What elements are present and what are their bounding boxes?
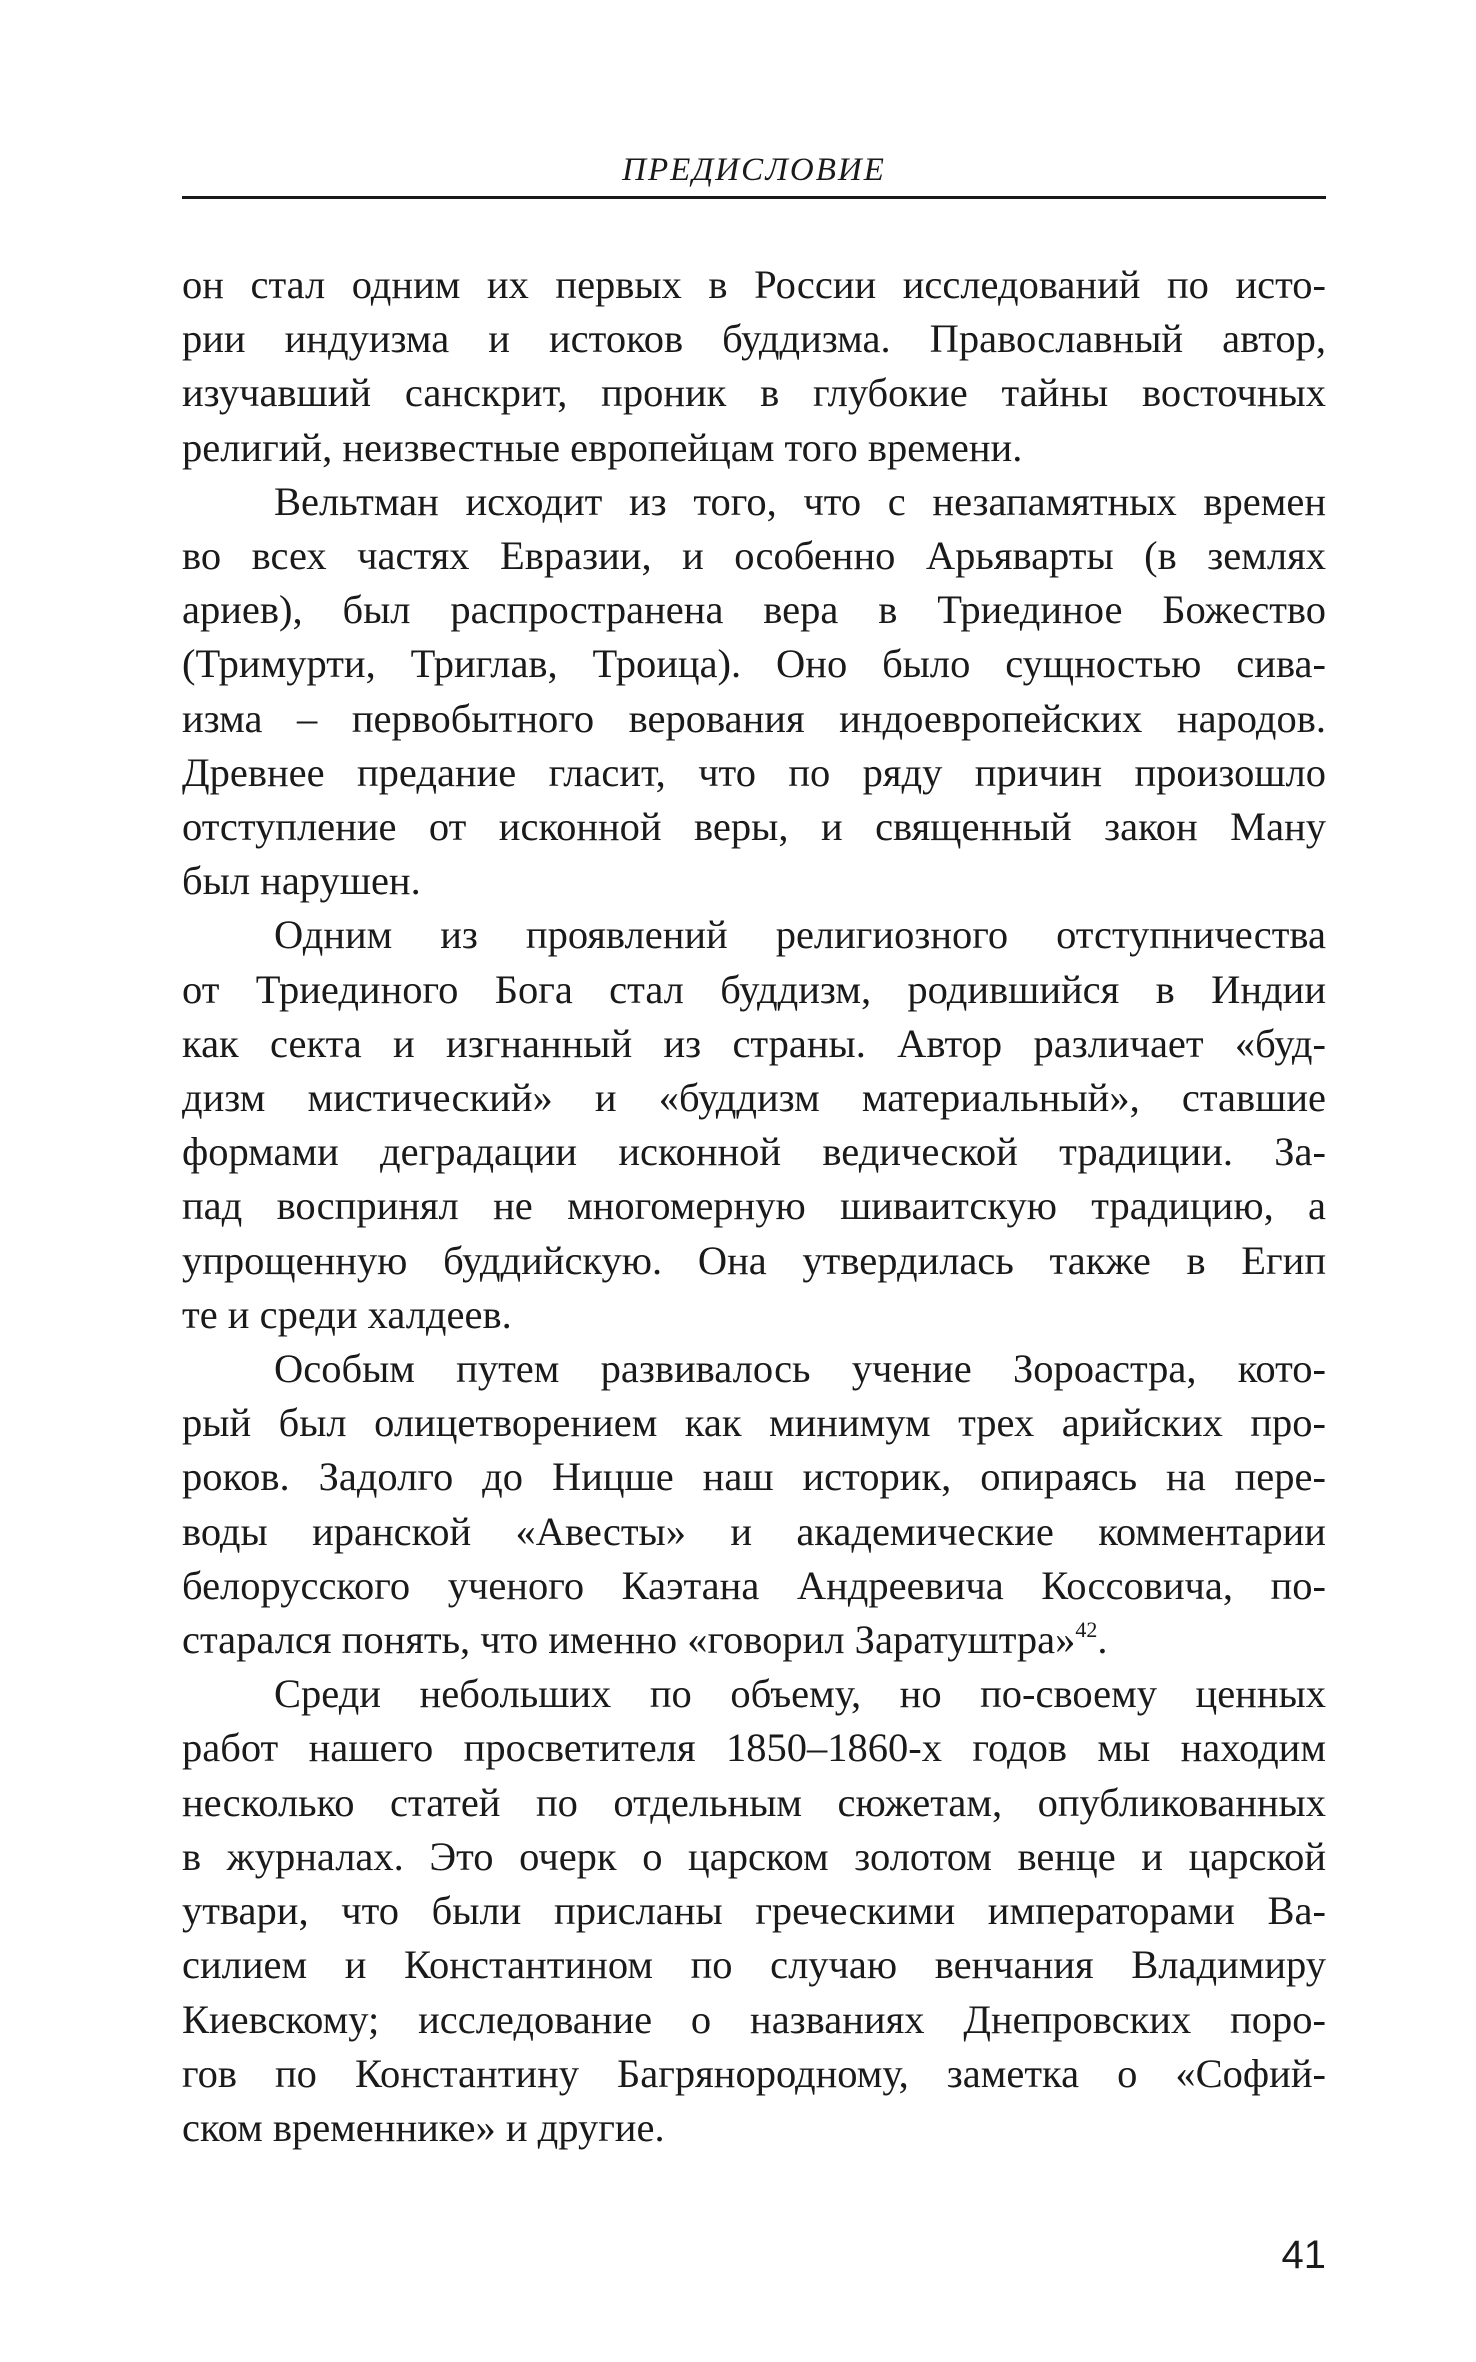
text-line-with-footnote: [182, 1613, 1326, 1667]
paragraph-3: [182, 908, 1326, 1342]
text-line: роков. Задолго до Ницше наш историк, опираясь на пере-: [182, 1454, 1326, 1500]
text-line: отступление от исконной веры, и священный закон Ману: [182, 804, 1326, 850]
running-head: ПРЕДИСЛОВИЕ: [622, 152, 886, 188]
text-line: Вельтман исходит из того, что с незапамятных времен: [274, 478, 1326, 524]
text-line: гов по Константину Багрянородному, заметка о «Софий-: [182, 2050, 1326, 2096]
text-line: старался понять, что именно «говорил Заратуштра»: [182, 1617, 1076, 1663]
text-line: ариев), был распространена вера в Триединое Божество: [182, 587, 1326, 633]
page-number: 41: [1281, 2233, 1326, 2277]
text-line: белорусского ученого Каэтана Андреевича Коссовича, по-: [182, 1562, 1326, 1608]
text-line: был нарушен.: [182, 858, 421, 904]
header-rule: [182, 196, 1326, 199]
text-line: ском временнике» и другие.: [182, 2104, 665, 2150]
text-line: Одним из проявлений религиозного отступничества: [274, 912, 1326, 958]
body-text: [182, 258, 1326, 2155]
text-line: работ нашего просветителя 1850–1860-х годов мы находим: [182, 1725, 1326, 1771]
text-line: от Триединого Бога стал буддизм, родившийся в Индии: [182, 966, 1326, 1012]
text-line: во всех частях Евразии, и особенно Арьяварты (в землях: [182, 533, 1326, 579]
text-line: Древнее предание гласит, что по ряду причин произошло: [182, 749, 1326, 795]
text-line: пад воспринял не многомерную шиваитскую традицию, а: [182, 1183, 1326, 1229]
text-line: как секта и изгнанный из страны. Автор различает «буд-: [182, 1020, 1326, 1066]
text-line: Киевскому; исследование о названиях Днепровских поро-: [182, 1996, 1326, 2042]
text-line: (Тримурти, Триглав, Троица). Оно было сущностью сива-: [182, 641, 1326, 687]
paragraph-4: [182, 1342, 1326, 1667]
line-end-punctuation: .: [1097, 1617, 1108, 1663]
text-line: несколько статей по отдельным сюжетам, опубликованных: [182, 1779, 1326, 1825]
text-line: силием и Константином по случаю венчания Владимиру: [182, 1942, 1326, 1988]
text-line: рый был олицетворением как минимум трех арийских про-: [182, 1400, 1326, 1446]
text-line: упрощенную буддийскую. Она утвердилась также в Егип: [182, 1237, 1326, 1283]
text-line: те и среди халдеев.: [182, 1291, 512, 1337]
text-line: формами деградации исконной ведической традиции. За-: [182, 1129, 1326, 1175]
text-line: дизм мистический» и «буддизм материальный», ставшие: [182, 1075, 1326, 1121]
paragraph-2: [182, 475, 1326, 909]
paragraph-1: [182, 258, 1326, 475]
text-line: Среди небольших по объему, но по-своему ценных: [274, 1671, 1326, 1717]
text-line: воды иранской «Авесты» и академические комментарии: [182, 1508, 1326, 1554]
paragraph-5: [182, 1667, 1326, 2155]
text-line: в журналах. Это очерк о царском золотом венце и царской: [182, 1833, 1326, 1879]
text-line: изучавший санскрит, проник в глубокие тайны восточных: [182, 370, 1326, 416]
text-line: изма – первобытного верования индоевропейских народов.: [182, 695, 1326, 741]
footnote-reference[interactable]: 42: [1075, 1617, 1098, 1643]
text-line: утвари, что были присланы греческими императорами Ва-: [182, 1888, 1326, 1934]
text-line: религий, неизвестные европейцам того времени.: [182, 424, 1023, 470]
text-line: рии индуизма и истоков буддизма. Православный автор,: [182, 316, 1326, 362]
text-line: Особым путем развивалось учение Зороастра, кото-: [274, 1346, 1326, 1392]
text-line: он стал одним их первых в России исследований по исто-: [182, 262, 1326, 307]
